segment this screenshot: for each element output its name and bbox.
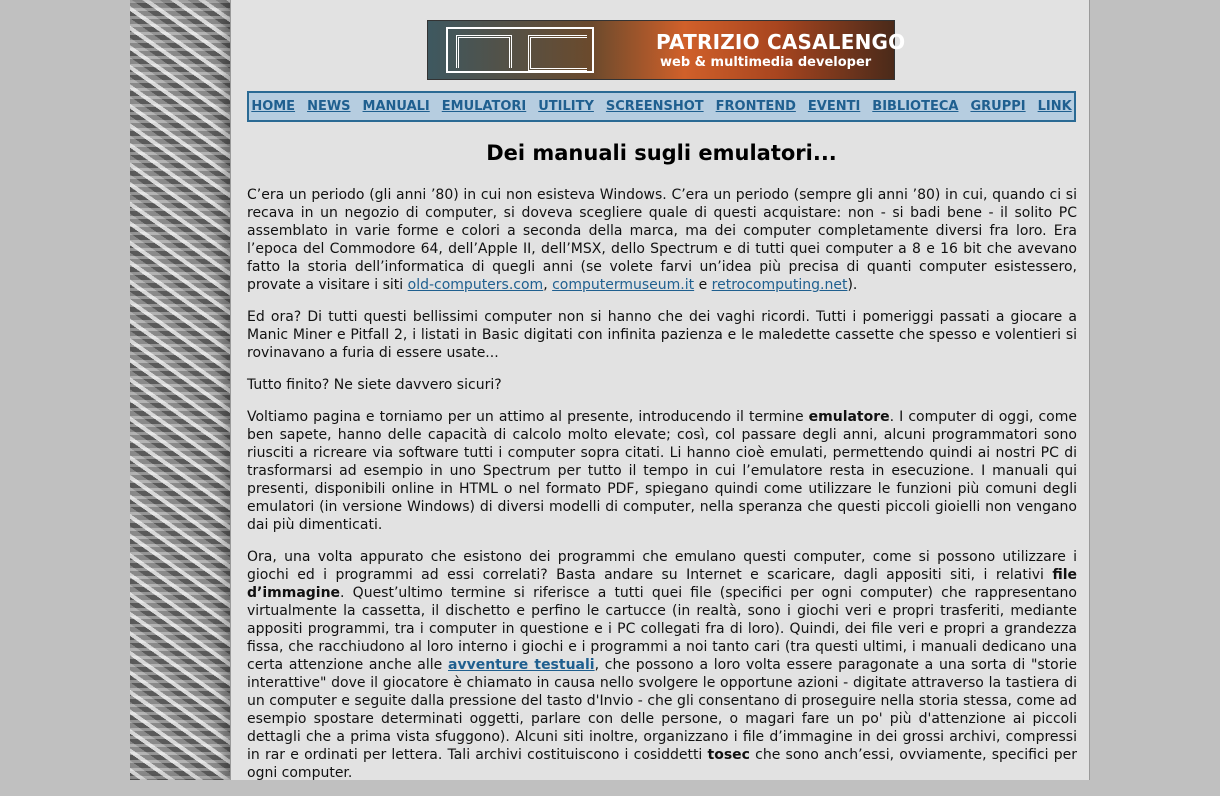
banner-tagline: web & multimedia developer xyxy=(660,55,872,70)
paragraph-text: , che possono a loro volta essere paragonate a una sorta di "storie interattive" dove il giocatore è chiamato in causa nello svolgere le opportune azioni - digitate attraverso la tastiera di un computer e seguite dalla pressione del tasto d'Invio - che gli consentano di proseguire nella storia stessa, come ad esempio spostare determinati oggetti, parlare con delle persone, o magari fare un po' più d'attenzione ai piccoli dettagli che a prima vista sfuggono). Alcuni siti inoltre, organizzano i file d’immagine in dei grossi archivi, compressi in rar e ordinati per lettera. Tali archivi costituiscono i cosiddetti xyxy=(247,657,1077,763)
logo-letter-p xyxy=(456,35,512,68)
link-retrocomputing[interactable]: retrocomputing.net xyxy=(711,277,848,293)
link-avventure-testuali[interactable]: avventure testuali xyxy=(448,657,595,673)
paragraph-text: Voltiamo pagina e torniamo per un attimo al presente, introducendo il termine xyxy=(247,409,809,425)
nav-frontend[interactable]: FRONTEND xyxy=(715,99,796,114)
separator: , xyxy=(543,277,553,293)
paragraph-text: Ora, una volta appurato che esistono dei programmi che emulano questi computer, come si possono utilizzare i giochi ed i programmi ad essi correlati? Basta andare su Internet e scaricare, dagli appositi siti, i relativi xyxy=(247,549,1077,583)
nav-biblioteca[interactable]: BIBLIOTECA xyxy=(872,99,959,114)
paragraph-end: ). xyxy=(847,277,858,293)
link-computermuseum[interactable]: computermuseum.it xyxy=(552,277,695,293)
paragraph-image-files xyxy=(247,548,1077,782)
paragraph-emulator xyxy=(247,408,1077,534)
paragraph-question: Tutto finito? Ne siete davvero sicuri? xyxy=(247,377,502,393)
paragraph-text: . Quest’ultimo termine si riferisce a tutti quei file (specifici per ogni computer) che rappresentano virtualmente la cassetta, il dischetto e perfino le cartucce (in realtà, sono i giochi veri e propri trasferiti, mediante appositi programmi, tra i computer in questione e i PC collegati fra di loro). Quindi, dei file veri e propri a grandezza fissa, che racchiudono al loro interno i giochi e i programmi a noi tanto cari (tra questi ultimi, i manuali dedicano una certa attenzione anche alle xyxy=(247,585,1077,673)
paragraph-intro xyxy=(247,186,1077,294)
nav-eventi[interactable]: EVENTI xyxy=(807,99,861,114)
paragraph-text: che sono anch’essi, ovviamente, specifici per ogni computer. xyxy=(247,747,1077,781)
main-navigation xyxy=(247,91,1076,122)
nav-news[interactable]: NEWS xyxy=(307,99,351,114)
nav-link[interactable]: LINK xyxy=(1037,99,1072,114)
nav-emulatori[interactable]: EMULATORI xyxy=(441,99,527,114)
banner-author-name: PATRIZIO CASALENGO xyxy=(656,30,906,54)
nav-gruppi[interactable]: GRUPPI xyxy=(970,99,1026,114)
paragraph-text: . I computer di oggi, come ben sapete, hanno delle capacità di calcolo molto elevate; così, col passare degli anni, alcuni programmatori sono riusciti a ricreare via software tutti i computer sopra citati. Li hanno cioè emulati, permettendo quindi ai nostri PC di trasformarsi ad esempio in uno Spectrum per tutto il tempo in cui l’emulatore resta in esecuzione. I manuali qui presenti, disponibili online in HTML o nel formato PDF, spiegano quindi come utilizzare le funzioni più comuni degli emulatori (in versione Windows) di diversi modelli di computer, nella speranza che questi piccoli gioielli non vengano dai più dimenticati. xyxy=(247,409,1077,533)
pc-logo xyxy=(446,27,594,73)
paragraph-memories: Ed ora? Di tutti questi bellissimi computer non si hanno che dei vaghi ricordi. Tutti i pomeriggi passati a giocare a Manic Miner e Pitfall 2, i listati in Basic digitati con infinita pazienza e le maledette cassette che spesso e volentieri si rovinavano a furia di essere usate... xyxy=(247,309,1077,361)
nav-manuali[interactable]: MANUALI xyxy=(362,99,430,114)
link-old-computers[interactable]: old-computers.com xyxy=(407,277,544,293)
main-content xyxy=(230,0,1090,780)
term-emulatore: emulatore xyxy=(808,409,890,425)
term-tosec: tosec xyxy=(707,747,750,763)
laced-decorative-border xyxy=(130,0,230,780)
nav-screenshot[interactable]: SCREENSHOT xyxy=(605,99,704,114)
separator: e xyxy=(694,277,712,293)
nav-home[interactable]: HOME xyxy=(251,99,296,114)
article-body xyxy=(247,186,1077,796)
paragraph-intro-text: C’era un periodo (gli anni ’80) in cui non esisteva Windows. C’era un periodo (sempre gli anni ’80) in cui, quando ci si recava in un negozio di computer, si doveva scegliere quale di questi acquistare: non - si badi bene - il solito PC assemblato in varie forme e colori a seconda della marca, ma dei computer completamente diversi fra loro. Era l’epoca del Commodore 64, dell’Apple II, dell’MSX, dello Spectrum e di tutti quei computer a 8 e 16 bit che avevano fatto la storia dell’informatica di quegli anni (se volete farvi un’idea più precisa di quanti computer esistessero, provate a visitare i siti xyxy=(247,187,1077,293)
nav-utility[interactable]: UTILITY xyxy=(538,99,594,114)
page-title: Dei manuali sugli emulatori... xyxy=(486,141,837,165)
site-banner[interactable] xyxy=(427,20,906,80)
term-file-immagine: file d’immagine xyxy=(247,567,1077,601)
logo-letter-c xyxy=(528,35,587,71)
